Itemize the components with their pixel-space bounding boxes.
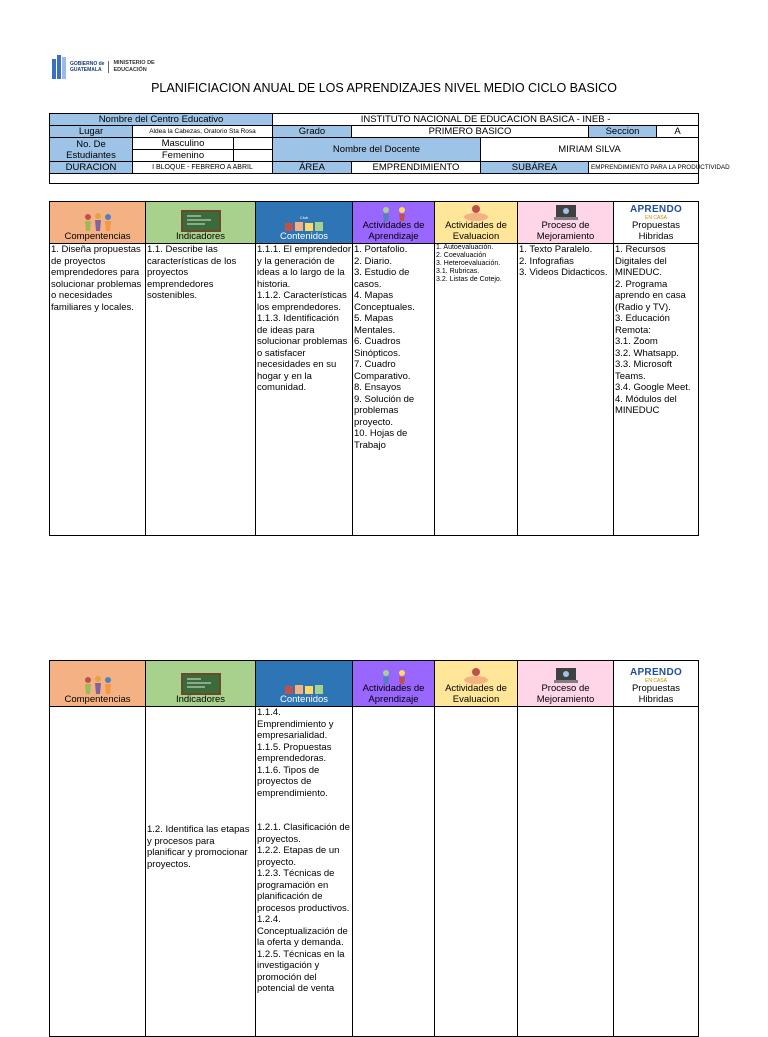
docente-label: Nombre del Docente	[273, 138, 481, 162]
col-indicadores: Indicadores	[146, 202, 256, 244]
contenidos-1-1-cont: 1.1.4. Emprendimiento y empresarialidad. 1.1.5. Propuestas emprendedoras. 1.1.6. Tipos de proyectos de emprendimiento.	[257, 707, 334, 799]
masculino-label: Masculino	[133, 138, 234, 149]
docente-value: MIRIAM SILVA	[481, 138, 699, 162]
lugar-value: Aldea la Cabezas, Oratorio Sta Rosa	[133, 126, 273, 138]
femenino-label: Femenino	[133, 150, 234, 161]
area-label: ÁREA	[273, 162, 352, 174]
aprendo-sub: EN CASA	[645, 215, 667, 221]
estudiantes-label: No. De Estudiantes	[50, 138, 133, 162]
area-value: EMPRENDIMIENTO	[352, 162, 481, 174]
aprendo-logo: APRENDO	[629, 204, 683, 215]
col-proceso: Proceso de Mejoramiento	[518, 202, 614, 244]
cell2-propuestas	[614, 707, 699, 1037]
femenino-cell	[133, 150, 273, 162]
cell-competencias: 1. Diseña propuestas de proyectos emprendedores para solucionar problemas o necesidades familiares y locales.	[50, 244, 146, 536]
chalkboard-icon	[181, 673, 221, 695]
masculino-cell	[133, 138, 273, 150]
aprendo-sub: EN CASA	[645, 678, 667, 684]
computer-icon	[548, 666, 584, 684]
col2-act-evaluacion: Actividades de Evaluacion	[435, 661, 518, 707]
cell-act-evaluacion: 1. Autoevaluación. 2. Coevaluación 3. Heteroevaluación. 3.1. Rubricas. 3.2. Listas de Cotejo.	[435, 244, 518, 536]
contenidos-1-2: 1.2.1. Clasificación de proyectos. 1.2.2. Etapas de un proyecto. 1.2.3. Técnicas de programación en planificación de procesos productivos. 1.2.4. Conceptualización de la oferta y demanda. 1.2.5. Técnicas en la investigación y promoción del potencial de venta	[257, 822, 350, 994]
masculino-count	[234, 138, 272, 149]
spacer-row	[50, 174, 699, 184]
col-propuestas: APRENDO EN CASA Propuestas Hibridas	[614, 202, 699, 244]
cell-contenidos: 1.1.1. El emprendedor y la generación de ideas a lo largo de la historia. 1.1.2. Características los emprendedores. 1.1.3. Identificación de ideas para solucionar problemas o satisfacer necesidades en su hogar y en la comunidad.	[256, 244, 353, 536]
subarea-label-and-value	[481, 162, 589, 174]
col2-propuestas: APRENDO EN CASA Propuestas Hibridas	[614, 661, 699, 707]
grado-label: Grado	[273, 126, 352, 138]
col2-indicadores: Indicadores	[146, 661, 256, 707]
computer-icon	[548, 203, 584, 221]
col2-competencias: Compentencias	[50, 661, 146, 707]
indicador-1-2: 1.2. Identifica las etapas y procesos para planificar y promocionar proyectos.	[147, 824, 253, 870]
col2-act-aprendizaje: Actividades de Aprendizaje	[353, 661, 435, 707]
subarea-value: EMPRENDIMIENTO PARA LA PRODUCTIVIDAD	[589, 162, 699, 174]
grado-value: PRIMERO BASICO	[352, 126, 589, 138]
children-icon	[80, 675, 116, 695]
duracion-value: I BLOQUE - FEBRERO A ABRIL	[133, 162, 273, 174]
seccion-label: Seccion	[589, 126, 657, 138]
ministerio-text: MINISTERIO DE EDUCACIÓN	[113, 60, 155, 73]
page-title: PLANIFICIACION ANUAL DE LOS APRENDIZAJES NIVEL MEDIO CICLO BASICO	[151, 81, 617, 95]
lugar-label: Lugar	[50, 126, 133, 138]
col-act-evaluacion: Actividades de Evaluacion	[435, 202, 518, 244]
subarea-label: SUBÁREA	[511, 162, 558, 173]
col-contenidos: Club Contenidos	[256, 202, 353, 244]
students-group-icon	[281, 214, 327, 232]
centro-value: INSTITUTO NACIONAL DE EDUCACION BASICA - INEB -	[273, 114, 699, 126]
evaluation-icon	[458, 203, 494, 221]
mineduc-logo	[52, 54, 155, 80]
femenino-count	[234, 150, 272, 161]
evaluation-icon	[458, 666, 494, 684]
duracion-label: DURACION	[50, 162, 133, 174]
children-icon	[80, 212, 116, 232]
svg-text:Club: Club	[299, 214, 309, 220]
col-act-aprendizaje: Actividades de Aprendizaje	[353, 202, 435, 244]
gobierno-text: GOBIERNO de GUATEMALA	[70, 61, 109, 73]
activities-icon	[376, 205, 412, 221]
cell-propuestas: 1. Recursos Digitales del MINEDUC. 2. Programa aprendo en casa (Radio y TV). 3. Educación Remota: 3.1. Zoom 3.2. Whatsapp. 3.3. Microsoft Teams. 3.4. Google Meet. 4. Módulos del MINEDUC	[614, 244, 699, 536]
cell2-proceso	[518, 707, 614, 1037]
seccion-value: A	[657, 126, 699, 138]
school-info-table	[49, 113, 730, 184]
cell2-act-aprendizaje	[353, 707, 435, 1037]
aprendo-logo: APRENDO	[629, 667, 683, 678]
planning-table-1	[49, 201, 699, 536]
planning-table-2	[49, 660, 699, 1037]
col2-proceso: Proceso de Mejoramiento	[518, 661, 614, 707]
cell2-act-evaluacion	[435, 707, 518, 1037]
guatemala-flag-icon	[52, 55, 66, 79]
cell-proceso: 1. Texto Paralelo. 2. Infografias 3. Videos Didacticos.	[518, 244, 614, 536]
cell2-contenidos	[256, 707, 353, 1037]
activities-icon	[376, 668, 412, 684]
cell-act-aprendizaje: 1. Portafolio. 2. Diario. 3. Estudio de casos. 4. Mapas Conceptuales. 5. Mapas Mentales. 6. Cuadros Sinópticos. 7. Cuadro Comparativo. 8. Ensayos 9. Solución de problemas proyecto. 10. Hojas de Trabajo	[353, 244, 435, 536]
col-competencias: Compentencias	[50, 202, 146, 244]
centro-label: Nombre del Centro Educativo	[50, 114, 273, 126]
cell2-indicadores	[146, 707, 256, 1037]
col2-contenidos: Contenidos	[256, 661, 353, 707]
chalkboard-icon	[181, 210, 221, 232]
cell-indicadores: 1.1. Describe las características de los proyectos emprendedores sostenibles.	[146, 244, 256, 536]
students-group-icon	[281, 677, 327, 695]
cell2-competencias	[50, 707, 146, 1037]
